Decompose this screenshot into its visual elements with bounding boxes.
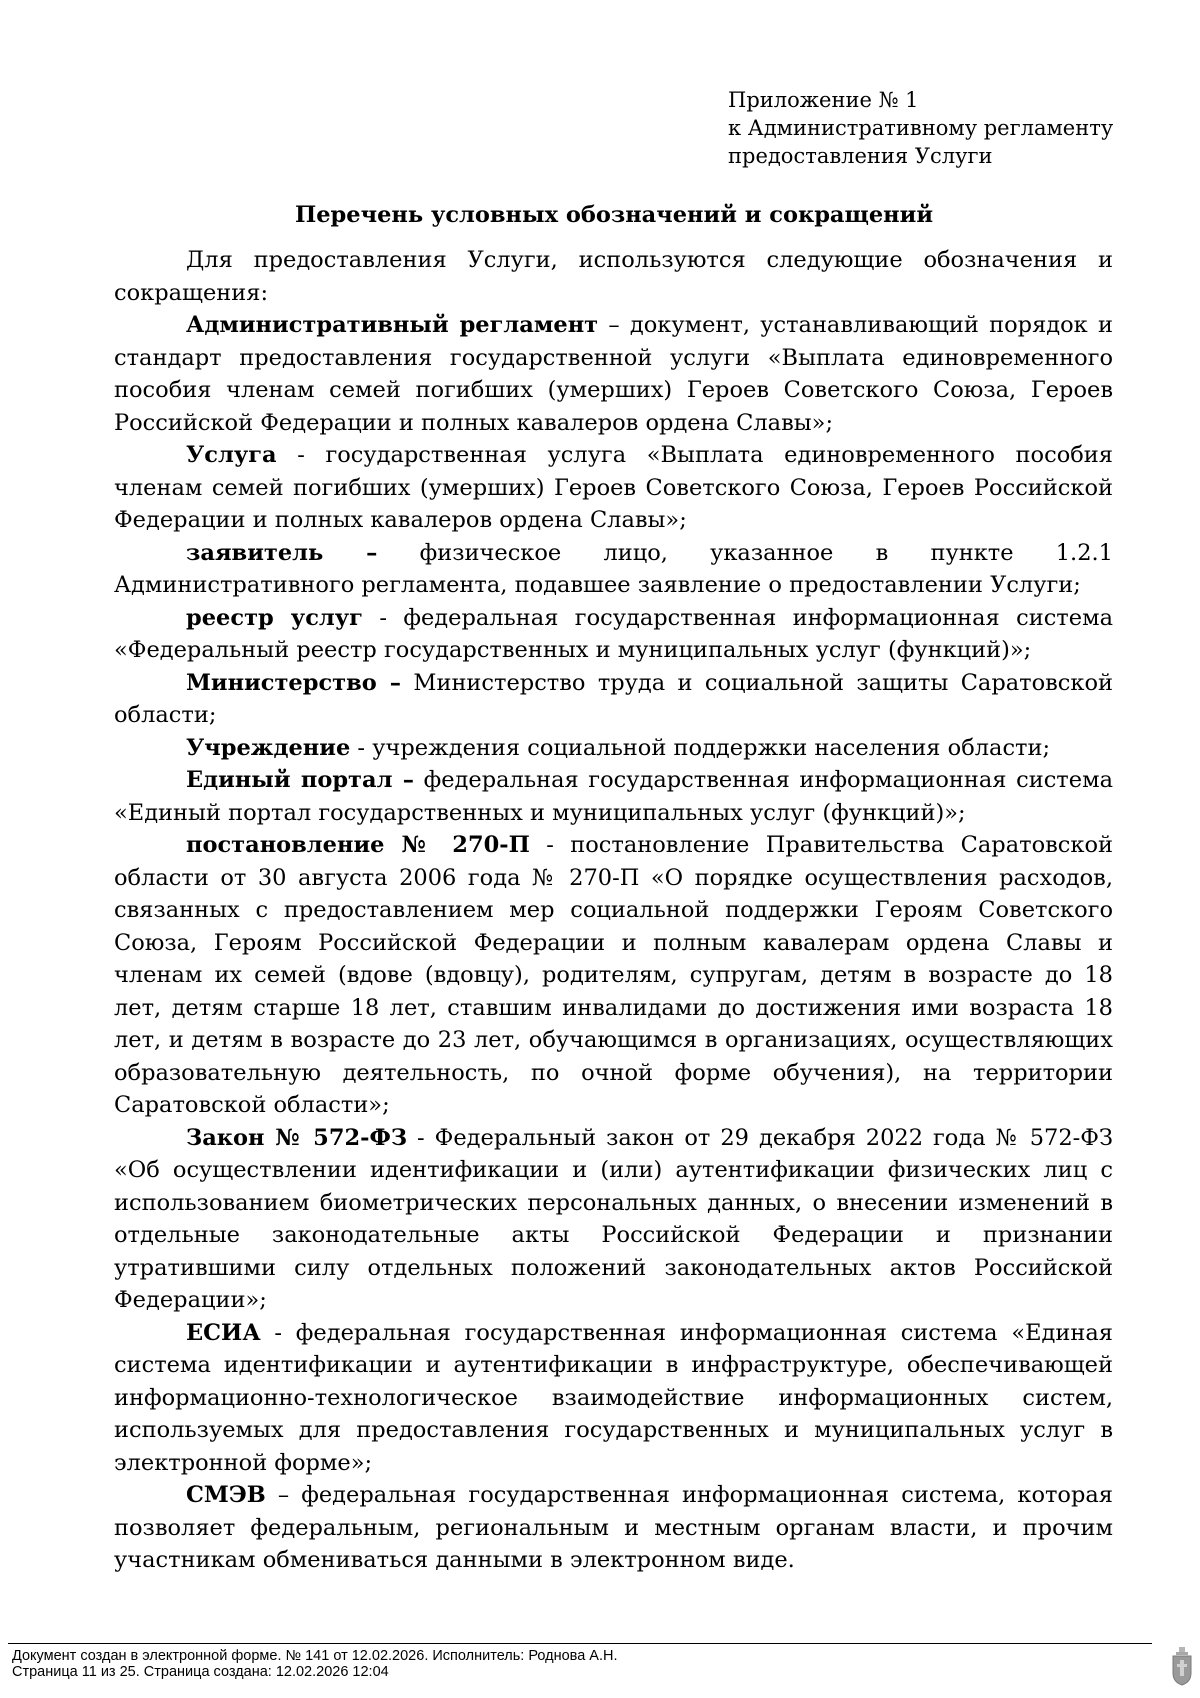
coat-of-arms-icon [1170, 1646, 1194, 1686]
definition-item [114, 764, 1113, 829]
definition-item [114, 1122, 1113, 1317]
definition-term: постановление № 270-П [186, 832, 530, 858]
definition-term: Административный регламент [186, 312, 599, 338]
definition-term: Учреждение [186, 734, 351, 761]
definition-text: учреждения социальной поддержки населения области; [372, 734, 1051, 761]
footer-page-info: Страница 11 из 25. Страница создана: 12.02.2026 12:04 [12, 1664, 389, 1680]
definition-term: Закон № 572-ФЗ [186, 1124, 408, 1151]
footer-divider [8, 1643, 1152, 1644]
definition-separator: - [529, 832, 571, 858]
definition-item [114, 732, 1113, 765]
intro-paragraph: Для предоставления Услуги, используются следующие обозначения и сокращения: [114, 247, 1113, 306]
definition-text: физическое лицо, указанное в пункте 1.2.1 Административного регламента, подавшее заявление о предоставлении Услуги; [114, 539, 1113, 598]
definition-term: Единый портал – [186, 767, 414, 793]
definition-separator: – [598, 312, 630, 338]
definition-text: постановление Правительства Саратовской области от 30 августа 2006 года № 270-П «О порядке осуществления расходов, связанных с предоставлением мер социальной поддержки Героям Советского Союза, Героям Российской Федерации и полным кавалерам ордена Славы и членам их семей (вдове (вдовцу), родителям, супругам, детям в возрасте до 18 лет, детям старше 18 лет, ставшим инвалидами до достижения ими возраста 18 лет, и детям в возрасте до 23 лет, обучающимся в организациях, осуществляющих образовательную деятельность, по очной форме обучения), на территории Саратовской области»; [114, 832, 1113, 1118]
definition-term: Услуга [186, 442, 277, 468]
definition-item [114, 1479, 1113, 1577]
definition-term: Министерство – [186, 669, 402, 696]
definition-item [114, 667, 1113, 732]
definition-term: СМЭВ [186, 1482, 266, 1508]
definition-separator: - [407, 1124, 435, 1151]
footer-creation-info: Документ создан в электронной форме. № 141 от 12.02.2026. Исполнитель: Роднова А.Н. [12, 1648, 618, 1664]
definition-item [114, 1317, 1113, 1480]
definition-separator [401, 670, 413, 696]
definition-separator [414, 767, 424, 793]
definition-item [114, 537, 1113, 602]
definition-term: заявитель – [186, 539, 378, 566]
definition-item [114, 309, 1113, 439]
definition-text: документ, устанавливающий порядок и стандарт предоставления государственной услуги «Выплата единовременного пособия членам семей погибших (умерших) Героев Советского Союза, Героев Российской Федерации и полных кавалеров ордена Славы»; [114, 312, 1113, 436]
definitions-list [114, 309, 1113, 1577]
appendix-reference: к Административному регламенту [728, 116, 1114, 140]
definition-text: федеральная государственная информационная система «Единая система идентификации и аутентификации в инфраструктуре, обеспечивающей информационно-технологическое взаимодействие информационных систем, используемых для предоставления государственных и муниципальных услуг в электронной форме»; [114, 1319, 1113, 1476]
definition-separator: - [260, 1319, 296, 1346]
definition-item [114, 829, 1113, 1122]
definition-text: Министерство труда и социальной защиты Саратовской области; [114, 669, 1114, 728]
appendix-number: Приложение № 1 [728, 88, 919, 112]
definition-text: государственная услуга «Выплата единовременного пособия членам семей погибших (умерших) Героев Советского Союза, Героев Российской Федерации и полных кавалеров ордена Славы»; [114, 442, 1113, 533]
definition-item [114, 602, 1113, 667]
definition-text: Федеральный закон от 29 декабря 2022 года № 572-ФЗ «Об осуществлении идентификации и (или) аутентификации физических лиц с использованием биометрических персональных данных, о внесении изменений в отдельные законодательные акты Российской Федерации и признании утратившими силу отдельных положений законодательных актов Российской Федерации»; [114, 1124, 1113, 1313]
definition-term: ЕСИА [186, 1319, 261, 1346]
definition-separator [377, 540, 419, 566]
page-title: Перечень условных обозначений и сокращений [294, 202, 934, 228]
definition-separator: – [265, 1482, 302, 1508]
document-body [114, 244, 1113, 1577]
appendix-header [728, 86, 1113, 170]
definition-text: федеральная государственная информационная система, которая позволяет федеральным, региональным и местным органам власти, и прочим участникам обмениваться данными в электронном виде. [114, 1482, 1113, 1573]
definition-separator: - [362, 604, 404, 631]
definition-separator: - [276, 442, 326, 468]
appendix-subject: предоставления Услуги [728, 144, 993, 168]
definition-item [114, 439, 1113, 537]
definition-term: реестр услуг [186, 604, 363, 631]
definition-separator: - [350, 734, 373, 761]
document-footer [12, 1648, 618, 1680]
definition-text: федеральная государственная информационная система «Федеральный реестр государственных и муниципальных услуг (функций)»; [114, 604, 1113, 663]
definition-text: федеральная государственная информационная система «Единый портал государственных и муниципальных услуг (функций)»; [114, 767, 1113, 826]
